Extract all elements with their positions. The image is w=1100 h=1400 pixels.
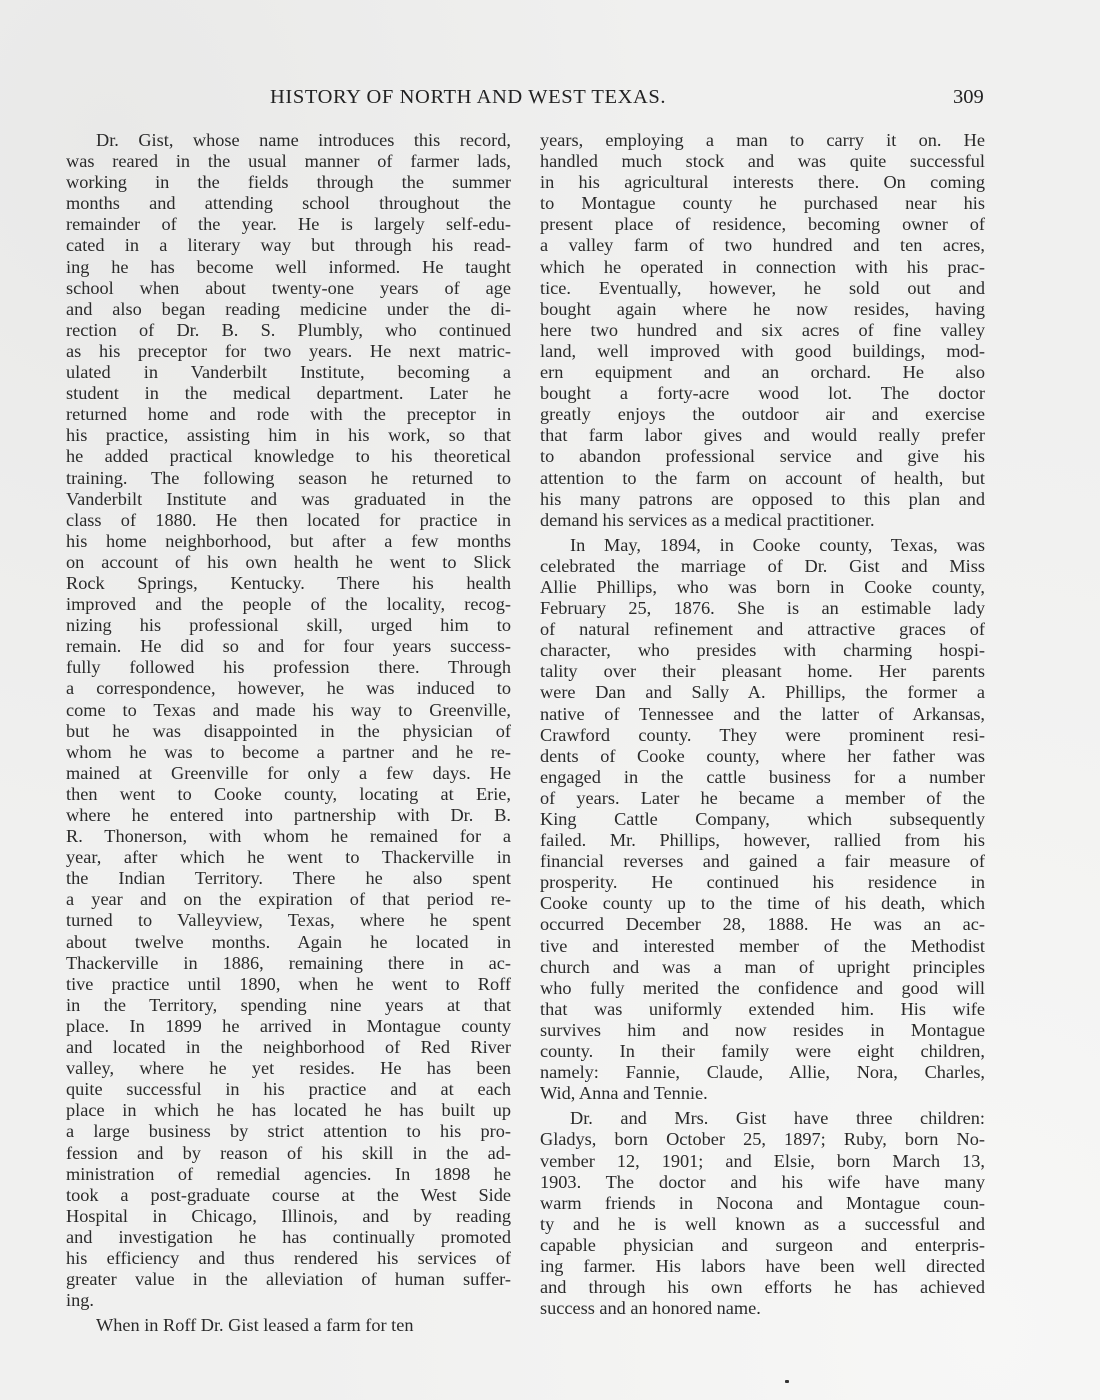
text-line: about twelve months. Again he located in (66, 931, 511, 952)
text-line: greater value in the alleviation of human suffer- (66, 1269, 511, 1290)
right-column (540, 130, 985, 1319)
text-line: dents of Cooke county, where her father was (540, 745, 985, 766)
text-line: engaged in the cattle business for a number (540, 766, 985, 787)
text-line: ulated in Vanderbilt Institute, becoming a (66, 362, 511, 383)
text-line: vember 12, 1901; and Elsie, born March 13, (540, 1150, 985, 1171)
text-line: Gladys, born October 25, 1897; Ruby, born No- (540, 1129, 985, 1150)
text-line: Allie Phillips, who was born in Cooke county, (540, 576, 985, 597)
text-line: character, who presides with charming hospi- (540, 640, 985, 661)
text-line: who fully merited the confidence and good will (540, 977, 985, 998)
text-line: took a post-graduate course at the West Side (66, 1184, 511, 1205)
text-line: ing. (66, 1290, 94, 1311)
text-line: cated in a literary way but through his read- (66, 235, 511, 256)
text-line: Rock Springs, Kentucky. There his health (66, 572, 511, 593)
text-line: failed. Mr. Phillips, however, rallied from his (540, 830, 985, 851)
text-line: and also began reading medicine under the di- (66, 298, 511, 319)
text-line: fully followed his profession there. Through (66, 657, 511, 678)
text-line: a year and on the expiration of that period re- (66, 889, 511, 910)
text-line: handled much stock and was quite successful (540, 151, 985, 172)
text-line: that farm labor gives and would really prefer (540, 425, 985, 446)
text-line: namely: Fannie, Claude, Allie, Nora, Charles, (540, 1062, 985, 1083)
text-line: present place of residence, becoming owner of (540, 214, 985, 235)
paragraph (540, 1108, 985, 1319)
text-line: In May, 1894, in Cooke county, Texas, was (570, 534, 985, 555)
text-line: a valley farm of two hundred and ten acres, (540, 235, 985, 256)
text-line: land, well improved with good buildings, mod- (540, 340, 985, 361)
text-line: Thackerville in 1886, remaining there in ac- (66, 952, 511, 973)
text-line: but he was disappointed in the physician of (66, 720, 511, 741)
text-line: remainder of the year. He is largely self-edu- (66, 214, 511, 235)
text-line: ing he has become well informed. He taught (66, 256, 511, 277)
text-line: county. In their family were eight children, (540, 1041, 985, 1062)
paragraph (66, 1315, 511, 1336)
text-line: greatly enjoys the outdoor air and exercise (540, 404, 985, 425)
page-number: 309 (953, 86, 984, 108)
paragraph (66, 130, 511, 1311)
text-line: nizing his professional skill, urged him to (66, 615, 511, 636)
text-line: King Cattle Company, which subsequently (540, 809, 985, 829)
running-head (0, 86, 1100, 112)
text-line: school when about twenty-one years of age (66, 277, 511, 298)
text-line: celebrated the marriage of Dr. Gist and Miss (540, 555, 985, 576)
text-line: here two hundred and six acres of fine valley (540, 319, 985, 340)
text-line: bought again where he now resides, having (540, 298, 985, 319)
text-line: tive practice until 1890, when he went to Roff (66, 973, 511, 994)
text-line: When in Roff Dr. Gist leased a farm for ten (96, 1315, 414, 1336)
text-line: Cooke county up to the time of his death, which (540, 893, 985, 914)
text-line: February 25, 1876. She is an estimable lady (540, 598, 985, 619)
text-line: as his preceptor for two years. He next matric- (66, 340, 511, 361)
text-line: 1903. The doctor and his wife have many (540, 1171, 985, 1192)
paragraph (540, 535, 985, 1105)
text-line: ern equipment and an orchard. He also (540, 362, 985, 383)
text-line: student in the medical department. Later he (66, 383, 511, 404)
text-line: come to Texas and made his way to Greenville, (66, 699, 511, 720)
text-line: survives him and now resides in Montague (540, 1019, 985, 1040)
text-line: demand his services as a medical practitioner. (540, 509, 875, 530)
text-line: to Montague county he purchased near his (540, 193, 985, 214)
text-line: quite successful in his practice and at each (66, 1079, 511, 1100)
text-line: whom he was to become a partner and he re- (66, 741, 511, 762)
paragraph (540, 130, 985, 531)
text-line: returned home and rode with the preceptor in (66, 404, 511, 425)
text-line: and through his own efforts he has achieved (540, 1277, 985, 1298)
text-line: his efficiency and thus rendered his services of (66, 1247, 511, 1268)
print-speck (785, 1380, 789, 1383)
text-line: on account of his own health he went to Slick (66, 551, 511, 572)
text-line: attention to the farm on account of health, but (540, 467, 985, 488)
text-line: of years. Later he became a member of the (540, 787, 985, 808)
text-line: a correspondence, however, he was induced to (66, 678, 511, 699)
text-line: years, employing a man to carry it on. He (540, 130, 985, 150)
text-line: and located in the neighborhood of Red River (66, 1037, 511, 1058)
text-line: improved and the people of the locality, recog- (66, 594, 511, 615)
text-line: occurred December 28, 1888. He was an ac- (540, 914, 985, 935)
text-line: year, after which he went to Thackerville in (66, 847, 511, 868)
text-line: tice. Eventually, however, he sold out and (540, 277, 985, 298)
text-line: months and attending school throughout the (66, 193, 511, 214)
text-line: capable physician and surgeon and enterpris- (540, 1234, 985, 1255)
text-line: Wid, Anna and Tennie. (540, 1083, 708, 1104)
text-line: Dr. and Mrs. Gist have three children: (570, 1108, 985, 1129)
text-line: prosperity. He continued his residence in (540, 872, 985, 893)
text-line: and investigation he has continually promoted (66, 1226, 511, 1247)
text-line: that was uniformly extended him. His wife (540, 998, 985, 1019)
text-line: his home neighborhood, but after a few months (66, 530, 511, 551)
text-line: valley, where he yet resides. He has been (66, 1058, 511, 1079)
text-line: Crawford county. They were prominent resi- (540, 724, 985, 745)
text-line: tality over their pleasant home. Her parents (540, 661, 985, 682)
text-line: Vanderbilt Institute and was graduated in the (66, 488, 511, 509)
text-line: where he entered into partnership with Dr. B. (66, 805, 511, 825)
text-line: bought a forty-acre wood lot. The doctor (540, 383, 985, 404)
text-line: fession and by reason of his skill in the ad- (66, 1142, 511, 1163)
text-line: church and was a man of upright principles (540, 956, 985, 977)
text-line: were Dan and Sally A. Phillips, the former a (540, 682, 985, 703)
text-line: the Indian Territory. There he also spent (66, 868, 511, 889)
text-line: success and an honored name. (540, 1298, 761, 1319)
text-line: his many patrons are opposed to this plan and (540, 488, 985, 509)
text-line: ty and he is well known as a successful and (540, 1213, 985, 1234)
text-line: of natural refinement and attractive graces of (540, 619, 985, 640)
text-line: in his agricultural interests there. On coming (540, 172, 985, 193)
text-line: class of 1880. He then located for practice in (66, 509, 511, 530)
text-line: ministration of remedial agencies. In 1898 he (66, 1163, 511, 1184)
text-line: he added practical knowledge to his theoretical (66, 446, 511, 467)
text-line: tive and interested member of the Methodist (540, 935, 985, 956)
text-line: which he operated in connection with his prac- (540, 256, 985, 277)
text-line: in the Territory, spending nine years at that (66, 994, 511, 1015)
text-line: place in which he has located he has built up (66, 1100, 511, 1121)
text-line: rection of Dr. B. S. Plumbly, who continued (66, 319, 511, 340)
left-column (66, 130, 511, 1336)
text-line: turned to Valleyview, Texas, where he spent (66, 910, 511, 931)
text-line: warm friends in Nocona and Montague coun- (540, 1192, 985, 1213)
text-line: mained at Greenville for only a few days. He (66, 762, 511, 783)
text-line: Dr. Gist, whose name introduces this record, (96, 130, 511, 150)
text-line: working in the fields through the summer (66, 172, 511, 193)
running-title: HISTORY OF NORTH AND WEST TEXAS. (270, 86, 667, 108)
text-line: then went to Cooke county, locating at Erie, (66, 783, 511, 804)
text-line: native of Tennessee and the latter of Arkansas, (540, 703, 985, 724)
text-line: financial reverses and gained a fair measure of (540, 851, 985, 872)
text-line: ing farmer. His labors have been well directed (540, 1255, 985, 1276)
text-line: his practice, assisting him in his work, so that (66, 425, 511, 446)
text-line: was reared in the usual manner of farmer lads, (66, 151, 511, 172)
text-line: R. Thonerson, with whom he remained for a (66, 826, 511, 847)
text-line: remain. He did so and for four years success- (66, 636, 511, 657)
text-line: a large business by strict attention to his pro- (66, 1121, 511, 1142)
text-line: to abandon professional service and give his (540, 446, 985, 467)
text-line: training. The following season he returned to (66, 467, 511, 488)
text-line: place. In 1899 he arrived in Montague county (66, 1015, 511, 1036)
text-line: Hospital in Chicago, Illinois, and by reading (66, 1205, 511, 1226)
